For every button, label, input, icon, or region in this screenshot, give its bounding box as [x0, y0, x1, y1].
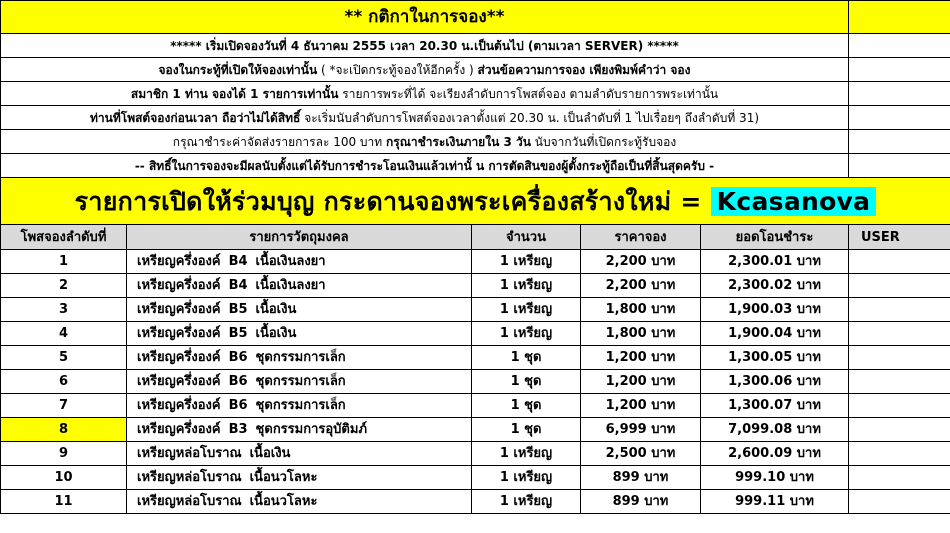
row-user[interactable] — [849, 322, 950, 346]
row-user[interactable] — [849, 298, 950, 322]
item-material: เนื้อนวโลหะ — [249, 470, 318, 485]
item-material: ชุดกรรมการเล็ก — [255, 398, 346, 413]
item-model: B5 — [228, 326, 248, 341]
item-model: B4 — [228, 278, 248, 293]
col-header-price: ราคาจอง — [581, 225, 701, 250]
item-material: เนื้อเงิน — [255, 326, 297, 341]
row-total: 1,900.03 บาท — [701, 298, 849, 322]
rule-text-bold: กรุณาชำระเงินภายใน 3 วัน — [386, 134, 531, 149]
table-row — [1, 490, 950, 514]
rule-text: รายการพระที่ได้ จะเรียงลำดับการโพสต์จอง ตามลำดับรายการพระเท่านั้น — [338, 86, 719, 101]
rule-side-cell — [849, 130, 950, 154]
rule-line — [1, 106, 849, 130]
row-price: 1,800 บาท — [581, 322, 701, 346]
row-user[interactable] — [849, 394, 950, 418]
row-user[interactable] — [849, 490, 950, 514]
row-item — [127, 370, 472, 394]
row-price: 899 บาท — [581, 466, 701, 490]
row-total: 2,300.01 บาท — [701, 250, 849, 274]
row-price: 2,200 บาท — [581, 250, 701, 274]
row-item — [127, 250, 472, 274]
row-price: 1,200 บาท — [581, 394, 701, 418]
row-number: 8 — [1, 418, 127, 442]
rule-line-row — [1, 154, 950, 178]
item-model: B6 — [228, 398, 248, 413]
row-quantity: 1 เหรียญ — [472, 250, 581, 274]
col-header-qty: จำนวน — [472, 225, 581, 250]
item-model: B5 — [228, 302, 248, 317]
row-item — [127, 466, 472, 490]
col-header-total: ยอดโอนชำระ — [701, 225, 849, 250]
row-quantity: 1 ชุด — [472, 394, 581, 418]
rule-side-cell — [849, 154, 950, 178]
row-quantity: 1 เหรียญ — [472, 442, 581, 466]
row-number: 9 — [1, 442, 127, 466]
item-material: ชุดกรรมการเล็ก — [255, 350, 346, 365]
rule-side-cell — [849, 34, 950, 58]
row-number: 5 — [1, 346, 127, 370]
item-type: เหรียญครึ่งองค์ — [137, 302, 221, 317]
rule-text-bold: สมาชิก 1 ท่าน จองได้ 1 รายการเท่านั้น — [130, 86, 339, 101]
item-type: เหรียญหล่อโบราณ — [137, 494, 242, 509]
rule-line — [1, 130, 849, 154]
item-model: B4 — [228, 254, 248, 269]
rule-line — [1, 154, 849, 178]
row-quantity: 1 เหรียญ — [472, 490, 581, 514]
row-total: 1,300.07 บาท — [701, 394, 849, 418]
rule-line-row — [1, 82, 950, 106]
row-quantity: 1 เหรียญ — [472, 322, 581, 346]
row-total: 1,300.05 บาท — [701, 346, 849, 370]
rule-text: กรุณาชำระค่าจัดส่งรายการละ 100 บาท — [172, 134, 387, 149]
col-header-user: USER — [849, 225, 950, 250]
table-row — [1, 346, 950, 370]
row-number: 3 — [1, 298, 127, 322]
row-quantity: 1 ชุด — [472, 346, 581, 370]
rule-text-bold: ท่านที่โพสต์จองก่อนเวลา ถือว่าไม่ได้สิทธิ์ — [89, 110, 301, 125]
rule-line-row — [1, 58, 950, 82]
row-item — [127, 418, 472, 442]
table-row — [1, 274, 950, 298]
row-total: 2,600.09 บาท — [701, 442, 849, 466]
rule-line — [1, 58, 849, 82]
rule-text: จะเริ่มนับลำดับการโพสต์จองเวลาตั้งแต่ 20.30 น. เป็นลำดับที่ 1 ไปเรื่อยๆ ถึงลำดับที่ 31) — [300, 110, 760, 125]
table-row — [1, 394, 950, 418]
rule-text: ( *จะเปิดกระทู้จองให้อีกครั้ง ) — [317, 62, 478, 77]
table-row — [1, 298, 950, 322]
item-type: เหรียญครึ่งองค์ — [137, 422, 221, 437]
rule-line-row — [1, 130, 950, 154]
rule-text-bold: -- สิทธิ์ในการจองจะมีผลนับตั้งแต่ได้รับการชำระโอนเงินแล้วเท่านั้ น การตัดสินของผู้ตั้งกระทู้ถือเป็นที่สิ้นสุดครับ - — [134, 158, 715, 173]
row-item — [127, 322, 472, 346]
row-number: 1 — [1, 250, 127, 274]
item-type: เหรียญครึ่งองค์ — [137, 326, 221, 341]
row-total: 999.10 บาท — [701, 466, 849, 490]
row-item — [127, 346, 472, 370]
row-quantity: 1 ชุด — [472, 370, 581, 394]
banner — [1, 178, 950, 225]
rule-side-cell — [849, 82, 950, 106]
row-quantity: 1 เหรียญ — [472, 298, 581, 322]
column-header-row — [1, 225, 950, 250]
row-price: 1,200 บาท — [581, 346, 701, 370]
row-total: 2,300.02 บาท — [701, 274, 849, 298]
row-number: 7 — [1, 394, 127, 418]
item-material: ชุดกรรมการอุบัติมภ์ — [255, 422, 368, 437]
row-total: 7,099.08 บาท — [701, 418, 849, 442]
item-material: ชุดกรรมการเล็ก — [255, 374, 346, 389]
table-row — [1, 250, 950, 274]
table-row — [1, 466, 950, 490]
item-model: B6 — [228, 350, 248, 365]
item-material: เนื้อเงิน — [255, 302, 297, 317]
item-model: B3 — [228, 422, 248, 437]
item-type: เหรียญครึ่งองค์ — [137, 254, 221, 269]
row-price: 1,200 บาท — [581, 370, 701, 394]
row-number: 6 — [1, 370, 127, 394]
item-type: เหรียญหล่อโบราณ — [137, 470, 242, 485]
row-price: 899 บาท — [581, 490, 701, 514]
rule-line — [1, 82, 849, 106]
rule-text: นับจากวันที่เปิดกระทู้รับจอง — [530, 134, 677, 149]
row-price: 1,800 บาท — [581, 298, 701, 322]
row-number: 2 — [1, 274, 127, 298]
row-item — [127, 298, 472, 322]
banner-row — [1, 178, 950, 225]
rule-line-row — [1, 106, 950, 130]
item-material: เนื้อเงินลงยา — [255, 278, 326, 293]
col-header-item: รายการวัตถุมงคล — [127, 225, 472, 250]
item-type: เหรียญครึ่งองค์ — [137, 278, 221, 293]
row-quantity: 1 เหรียญ — [472, 274, 581, 298]
row-total: 999.11 บาท — [701, 490, 849, 514]
row-total: 1,900.04 บาท — [701, 322, 849, 346]
table-row — [1, 322, 950, 346]
row-user[interactable] — [849, 274, 950, 298]
item-type: เหรียญหล่อโบราณ — [137, 446, 242, 461]
row-user[interactable] — [849, 442, 950, 466]
rule-line — [1, 34, 849, 58]
banner-title: รายการเปิดให้ร่วมบุญ กระดานจองพระเครื่องสร้างใหม่ = — [74, 186, 711, 216]
rule-side-cell — [849, 106, 950, 130]
row-price: 2,500 บาท — [581, 442, 701, 466]
item-material: เนื้อเงินลงยา — [255, 254, 326, 269]
rule-text-bold: ***** เริ่มเปิดจองวันที่ 4 ธันวาคม 2555 เวลา 20.30 น.เป็นต้นไป (ตามเวลา SERVER) ***** — [170, 38, 679, 53]
item-material: เนื้อนวโลหะ — [249, 494, 318, 509]
banner-username: Kcasanova — [711, 187, 877, 216]
row-user[interactable] — [849, 466, 950, 490]
item-model: B6 — [228, 374, 248, 389]
rule-line-row — [1, 34, 950, 58]
row-price: 2,200 บาท — [581, 274, 701, 298]
table-row — [1, 442, 950, 466]
rule-text-bold: ส่วนข้อความการจอง เพียงพิมพ์คำว่า จอง — [477, 62, 691, 77]
item-type: เหรียญครึ่งองค์ — [137, 398, 221, 413]
row-item — [127, 490, 472, 514]
row-user[interactable] — [849, 250, 950, 274]
row-quantity: 1 เหรียญ — [472, 466, 581, 490]
row-item — [127, 442, 472, 466]
title-side-cell — [849, 1, 950, 34]
row-quantity: 1 ชุด — [472, 418, 581, 442]
item-type: เหรียญครึ่งองค์ — [137, 350, 221, 365]
row-number: 11 — [1, 490, 127, 514]
table-row — [1, 418, 950, 442]
row-user[interactable] — [849, 346, 950, 370]
item-type: เหรียญครึ่งองค์ — [137, 374, 221, 389]
item-material: เนื้อเงิน — [249, 446, 291, 461]
row-number: 10 — [1, 466, 127, 490]
col-header-no: โพสจองลำดับที่ — [1, 225, 127, 250]
row-user[interactable] — [849, 418, 950, 442]
row-user[interactable] — [849, 370, 950, 394]
row-price: 6,999 บาท — [581, 418, 701, 442]
rule-side-cell — [849, 58, 950, 82]
table-row — [1, 370, 950, 394]
row-item — [127, 274, 472, 298]
rules-title: ** กติกาในการจอง** — [1, 1, 849, 34]
row-item — [127, 394, 472, 418]
row-number: 4 — [1, 322, 127, 346]
row-total: 1,300.06 บาท — [701, 370, 849, 394]
rules-title-row — [1, 1, 950, 34]
rule-text-bold: จองในกระทู้ที่เปิดให้จองเท่านั้น — [158, 62, 318, 77]
